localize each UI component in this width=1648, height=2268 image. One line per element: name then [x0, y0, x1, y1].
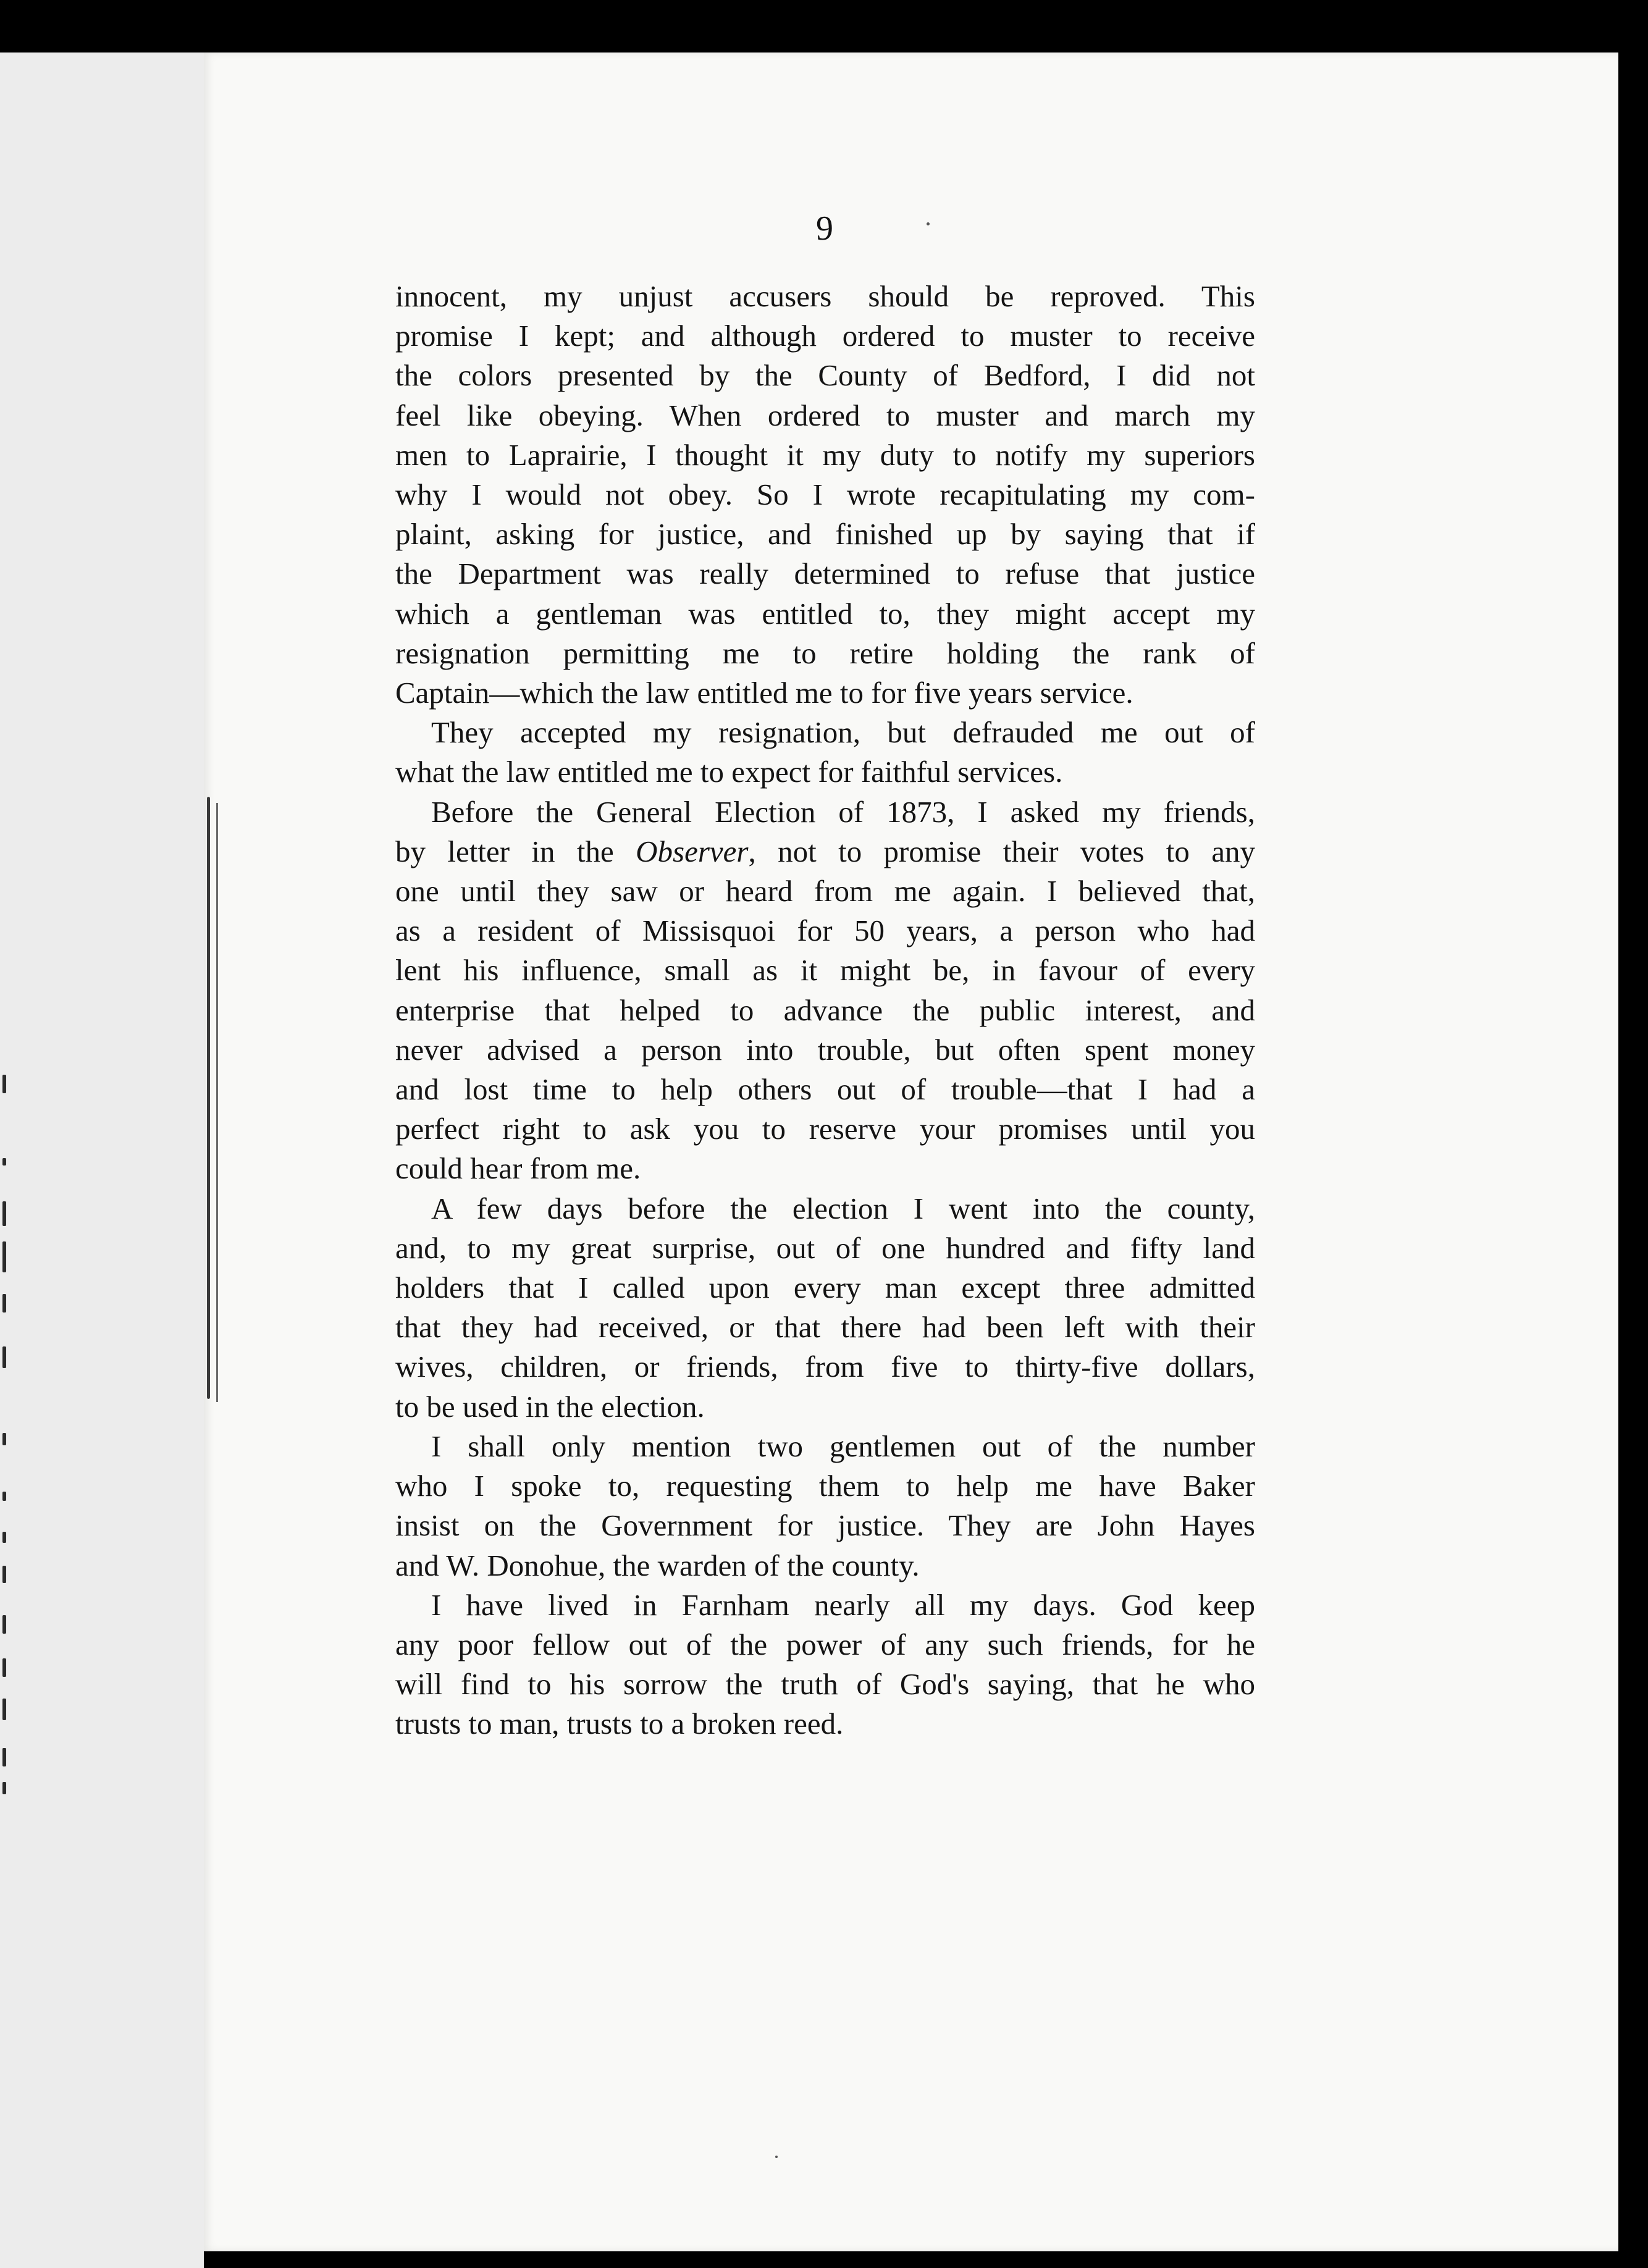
- text-line: men to Laprairie, I thought it my duty to notify my superiors: [395, 437, 1255, 472]
- text-line: plaint, asking for justice, and finished up by saying that if: [395, 517, 1255, 552]
- text-line: I have lived in Farnham nearly all my days. God keep: [431, 1587, 1255, 1622]
- text-line: to be used in the election.: [395, 1389, 705, 1424]
- text-line: trusts to man, trusts to a broken reed.: [395, 1707, 844, 1741]
- text-line: wives, children, or friends, from five to thirty-five dollars,: [395, 1350, 1255, 1384]
- text-line: innocent, my unjust accusers should be reproved. This: [395, 279, 1255, 313]
- binding-thread-shadow: [216, 803, 218, 1402]
- text-line: They accepted my resignation, but defrauded me out of: [431, 715, 1255, 750]
- text-line: who I spoke to, requesting them to help me have Baker: [395, 1469, 1255, 1503]
- text-line: holders that I called upon every man except three admitted: [395, 1270, 1255, 1305]
- text-line: enterprise that helped to advance the public interest, and: [395, 993, 1255, 1027]
- text-line: that they had received, or that there had been left with their: [395, 1310, 1255, 1345]
- text-line: and, to my great surprise, out of one hundred and fifty land: [395, 1230, 1255, 1265]
- text-line: which a gentleman was entitled to, they might accept my: [395, 596, 1255, 631]
- binding-thread: [207, 797, 210, 1399]
- body-text: [395, 277, 1255, 1744]
- text-line: one until they saw or heard from me again. I believed that,: [395, 874, 1255, 909]
- text-line: will find to his sorrow the truth of God's saying, that he who: [395, 1667, 1255, 1702]
- text-line: Captain—which the law entitled me to for five years service.: [395, 676, 1133, 710]
- previous-page-edge: [0, 52, 204, 2268]
- text-line: the colors presented by the County of Bedford, I did not: [395, 358, 1255, 393]
- scan-speck: [927, 222, 930, 225]
- text-line: A few days before the election I went into the county,: [431, 1191, 1255, 1225]
- right-scan-border: [1618, 52, 1648, 2268]
- paragraph: [395, 1427, 1255, 1586]
- paragraph: [395, 1586, 1255, 1744]
- text-line: resignation permitting me to retire holding the rank of: [395, 636, 1255, 670]
- previous-page-text-fragments: [0, 52, 19, 2268]
- text-line: why I would not obey. So I wrote recapitulating my com-: [395, 477, 1255, 512]
- text-line: what the law entitled me to expect for faithful services.: [395, 755, 1063, 789]
- page-number: 9: [816, 209, 833, 248]
- text-line: and W. Donohue, the warden of the county.: [395, 1548, 920, 1582]
- text-line: the Department was really determined to refuse that justice: [395, 556, 1255, 591]
- paragraph: [395, 713, 1255, 792]
- text-line: insist on the Government for justice. They are John Hayes: [395, 1508, 1255, 1543]
- text-line: promise I kept; and although ordered to muster to receive: [395, 319, 1255, 353]
- text-line: Before the General Election of 1873, I asked my friends,: [431, 794, 1255, 829]
- paragraph: [395, 792, 1255, 1189]
- text-line: by letter in the Observer, not to promise their votes to any: [395, 834, 1255, 868]
- text-line: never advised a person into trouble, but often spent money: [395, 1032, 1255, 1067]
- text-line: and lost time to help others out of trouble—that I had a: [395, 1072, 1255, 1107]
- text-line: I shall only mention two gentlemen out of the number: [431, 1429, 1255, 1463]
- text-line: perfect right to ask you to reserve your promises until you: [395, 1112, 1255, 1146]
- text-line: as a resident of Missisquoi for 50 years, a person who had: [395, 914, 1255, 948]
- paragraph: [395, 277, 1255, 713]
- text-line: any poor fellow out of the power of any such friends, for he: [395, 1627, 1255, 1661]
- text-line: lent his influence, small as it might be, in favour of every: [395, 953, 1255, 988]
- paragraph: [395, 1189, 1255, 1427]
- scan-speck: [775, 2156, 778, 2158]
- text-line: feel like obeying. When ordered to muster and march my: [395, 398, 1255, 432]
- text-line: could hear from me.: [395, 1151, 641, 1186]
